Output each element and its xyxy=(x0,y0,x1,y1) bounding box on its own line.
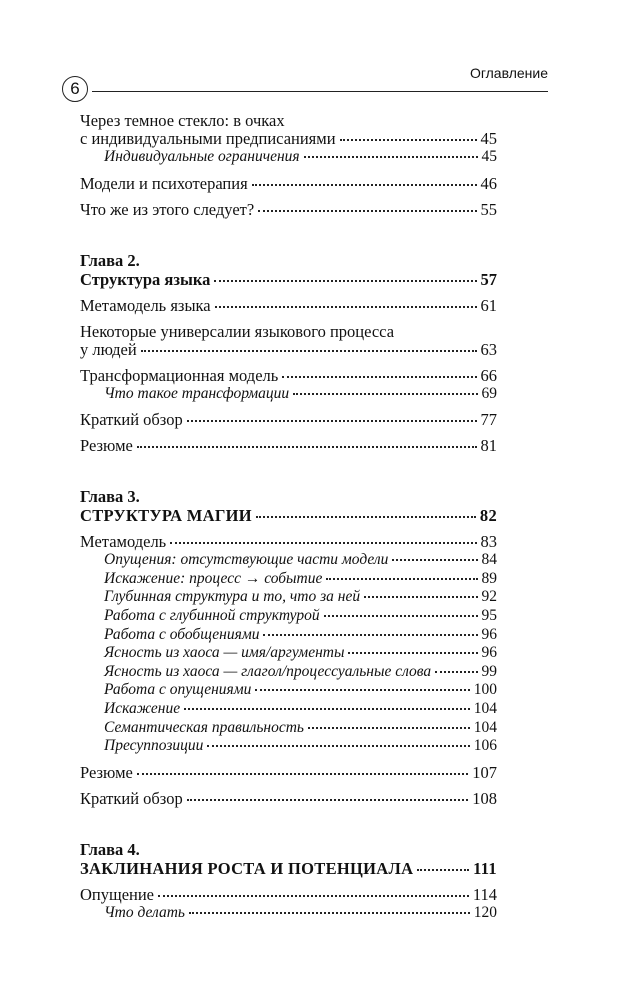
header-rule xyxy=(92,91,548,92)
toc-entry[interactable] xyxy=(80,411,497,429)
toc-entry-line: Некоторые универсалии языкового процесса xyxy=(80,321,395,341)
toc-page-number: 107 xyxy=(472,762,497,782)
toc-page-number: 82 xyxy=(479,506,497,526)
toc-page-number: 89 xyxy=(481,569,497,587)
toc-entry[interactable] xyxy=(80,886,497,904)
toc-subentry-label: Искажение: процесс → событие xyxy=(104,569,323,587)
toc-page-number: 45 xyxy=(480,129,497,148)
toc-entry-label: Краткий обзор xyxy=(80,788,183,808)
dot-leader xyxy=(324,615,478,617)
toc-subentry-label: Работа с опущениями xyxy=(104,681,252,699)
table-of-contents xyxy=(80,112,497,922)
toc-page-number: 83 xyxy=(480,532,497,552)
toc-entry-label: Опущение xyxy=(80,884,155,904)
toc-subentry[interactable] xyxy=(80,904,497,923)
toc-chapter-title-label: СТРУКТУРА МАГИИ xyxy=(80,506,252,526)
dot-leader xyxy=(255,689,469,691)
toc-entry[interactable] xyxy=(80,297,497,315)
toc-page-number: 84 xyxy=(481,551,497,569)
toc-chapter-title-label: Структура языка xyxy=(80,269,211,289)
toc-entry-line: Через темное стекло: в очках xyxy=(80,111,285,130)
toc-subentry[interactable] xyxy=(80,719,497,738)
toc-page-number: 96 xyxy=(481,644,497,662)
toc-subentry-label: Искажение xyxy=(104,699,181,717)
dot-leader xyxy=(137,446,477,448)
toc-entry-label: у людей xyxy=(80,339,137,359)
page-number: 6 xyxy=(62,76,88,102)
toc-entry[interactable] xyxy=(80,790,497,808)
toc-subentry[interactable] xyxy=(80,385,497,404)
dot-leader xyxy=(304,156,478,158)
dot-leader xyxy=(417,869,469,871)
toc-page-number: 96 xyxy=(481,625,497,643)
chapter-heading: Глава 4. xyxy=(80,839,140,859)
dot-leader xyxy=(187,799,469,801)
toc-subentry[interactable] xyxy=(80,588,497,607)
dot-leader xyxy=(282,376,476,378)
dot-leader xyxy=(348,652,477,654)
dot-leader xyxy=(308,727,470,729)
toc-page-number: 46 xyxy=(480,173,497,193)
dot-leader xyxy=(364,596,477,598)
toc-page-number: 77 xyxy=(480,410,497,430)
toc-subentry[interactable] xyxy=(80,570,497,589)
toc-subentry[interactable] xyxy=(80,681,497,700)
toc-subentry[interactable] xyxy=(80,700,497,719)
running-title: Оглавление xyxy=(469,65,548,81)
toc-subentry[interactable] xyxy=(80,551,497,570)
toc-subentry-label: Что такое трансформации xyxy=(104,384,290,402)
toc-page-number: 45 xyxy=(481,148,497,165)
toc-page-number: 63 xyxy=(480,339,497,359)
dot-leader xyxy=(392,559,477,561)
toc-page-number: 104 xyxy=(473,699,497,717)
toc-page-number: 104 xyxy=(473,718,497,736)
toc-page-number: 92 xyxy=(481,588,497,606)
toc-entry-label: Что же из этого следует? xyxy=(80,199,255,219)
toc-subentry[interactable] xyxy=(80,663,497,682)
toc-entry[interactable] xyxy=(80,175,497,193)
toc-subentry-label: Индивидуальные ограничения xyxy=(104,148,300,165)
toc-entry[interactable] xyxy=(80,130,497,148)
dot-leader xyxy=(340,139,477,141)
toc-page-number: 108 xyxy=(472,788,497,808)
toc-subentry[interactable] xyxy=(80,644,497,663)
dot-leader xyxy=(293,393,477,395)
toc-page-number: 106 xyxy=(473,737,497,755)
toc-page-number: 100 xyxy=(473,681,497,699)
chapter-heading: Глава 2. xyxy=(80,250,140,270)
toc-subentry-label: Опущения: отсутствующие части модели xyxy=(104,551,389,569)
toc-page-number: 111 xyxy=(473,858,497,878)
dot-leader xyxy=(189,912,470,914)
toc-subentry[interactable] xyxy=(80,626,497,645)
toc-subentry[interactable] xyxy=(80,148,497,167)
toc-page-number: 57 xyxy=(480,269,497,289)
toc-page-number: 61 xyxy=(480,295,497,315)
toc-entry[interactable] xyxy=(80,533,497,551)
toc-page-number: 69 xyxy=(481,384,497,402)
toc-subentry-label: Что делать xyxy=(104,903,185,921)
chapter-heading: Глава 3. xyxy=(80,487,140,507)
toc-chapter-title[interactable] xyxy=(80,507,497,525)
toc-entry[interactable] xyxy=(80,764,497,782)
toc-entry-label: Метамодель xyxy=(80,532,167,552)
toc-page-number: 99 xyxy=(481,662,497,680)
toc-entry-label: с индивидуальными предписаниями xyxy=(80,129,336,148)
toc-page-number: 81 xyxy=(480,436,497,456)
toc-page-number: 120 xyxy=(473,903,497,921)
dot-leader xyxy=(263,634,477,636)
toc-subentry-label: Семантическая правильность xyxy=(104,718,304,736)
dot-leader xyxy=(214,280,476,282)
dot-leader xyxy=(256,516,476,518)
toc-entry-label: Краткий обзор xyxy=(80,410,183,430)
dot-leader xyxy=(326,578,477,580)
toc-page-number: 66 xyxy=(480,365,497,385)
toc-entry[interactable] xyxy=(80,201,497,219)
toc-entry[interactable] xyxy=(80,367,497,385)
toc-entry[interactable] xyxy=(80,341,497,359)
dot-leader xyxy=(158,895,469,897)
page-header xyxy=(62,60,548,104)
toc-entry-label: Резюме xyxy=(80,436,133,456)
dot-leader xyxy=(252,184,477,186)
toc-subentry-label: Глубинная структура и то, что за ней xyxy=(104,588,361,606)
dot-leader xyxy=(141,350,477,352)
toc-chapter-title[interactable] xyxy=(80,860,497,878)
dot-leader xyxy=(258,210,476,212)
toc-subentry-label: Работа с обобщениями xyxy=(104,625,260,643)
toc-chapter-title-label: ЗАКЛИНАНИЯ РОСТА И ПОТЕНЦИАЛА xyxy=(80,858,414,878)
dot-leader xyxy=(435,671,477,673)
toc-entry-label: Метамодель языка xyxy=(80,295,211,315)
toc-page-number: 95 xyxy=(481,606,497,624)
toc-subentry-label: Работа с глубинной структурой xyxy=(104,606,320,624)
toc-subentry-label: Ясность из хаоса — имя/аргументы xyxy=(104,644,345,662)
toc-entry-label: Резюме xyxy=(80,762,133,782)
dot-leader xyxy=(170,542,476,544)
dot-leader xyxy=(207,745,469,747)
toc-subentry[interactable] xyxy=(80,607,497,626)
toc-page-number: 114 xyxy=(472,884,497,904)
toc-subentry-label: Пресуппозиции xyxy=(104,737,204,755)
toc-entry[interactable] xyxy=(80,437,497,455)
dot-leader xyxy=(187,420,477,422)
toc-subentry-label: Ясность из хаоса — глагол/процессуальные слова xyxy=(104,662,432,680)
toc-entry-label: Трансформационная модель xyxy=(80,365,279,385)
toc-page-number: 55 xyxy=(480,199,497,219)
toc-entry-label: Модели и психотерапия xyxy=(80,173,248,193)
toc-subentry[interactable] xyxy=(80,737,497,756)
dot-leader xyxy=(215,306,477,308)
dot-leader xyxy=(184,708,470,710)
dot-leader xyxy=(137,773,468,775)
toc-chapter-title[interactable] xyxy=(80,271,497,289)
